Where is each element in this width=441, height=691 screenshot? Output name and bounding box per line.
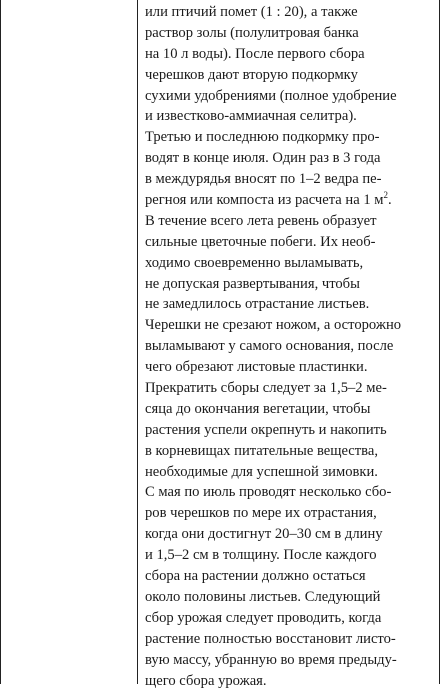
text-line: вую массу, убранную во время предыду- (145, 650, 437, 671)
text-line: и 1,5–2 см в толщину. После каждого (145, 545, 437, 566)
empty-left-cell (2, 0, 137, 684)
text-line: когда они достигнут 20–30 см в длину (145, 524, 437, 545)
text-line: сбора на растении должно остаться (145, 566, 437, 587)
text-line: сбор урожая следует проводить, когда (145, 608, 437, 629)
text-line: С мая по июль проводят несколько сбо- (145, 482, 437, 503)
text-line: чего обрезают листовые пластинки. (145, 357, 437, 378)
text-cell (145, 2, 437, 691)
text-line: не допуская развертывания, чтобы (145, 274, 437, 295)
text-line: в междурядья вносят по 1–2 ведра пе- (145, 169, 437, 190)
superscript: 2 (384, 190, 389, 200)
text-line: раствор золы (полулитровая банка (145, 23, 437, 44)
text-line: ров черешков по мере их отрастания, (145, 503, 437, 524)
superscript-tail: . (388, 192, 392, 208)
text-line: растение полностью восстановит листо- (145, 629, 437, 650)
text-line: В течение всего лета ревень образует (145, 211, 437, 232)
text-line: сяца до окончания вегетации, чтобы (145, 399, 437, 420)
text-line: необходимые для успешной зимовки. (145, 462, 437, 483)
text-line: в корневищах питательные вещества, (145, 441, 437, 462)
text-line: Прекратить сборы следует за 1,5–2 ме- (145, 378, 437, 399)
text-line: и известково-аммиачная селитра). (145, 106, 437, 127)
text-line: ходимо своевременно выламывать, (145, 253, 437, 274)
text-line: на 10 л воды). После первого сбора (145, 44, 437, 65)
text-line: сильные цветочные побеги. Их необ- (145, 232, 437, 253)
text-line: щего сбора урожая. (145, 671, 437, 691)
text-line: растения успели окрепнуть и накопить (145, 420, 437, 441)
text-line: Третью и последнюю подкормку про- (145, 127, 437, 148)
text-line: выламывают у самого основания, после (145, 336, 437, 357)
text-line: около половины листьев. Следующий (145, 587, 437, 608)
text-line: сухими удобрениями (полное удобрение (145, 86, 437, 107)
text-line: регноя или компоста из расчета на 1 м (145, 192, 384, 208)
text-line: не замедлилось отрастание листьев. (145, 294, 437, 315)
text-line: черешков дают вторую подкормку (145, 65, 437, 86)
text-line: Черешки не срезают ножом, а осторожно (145, 315, 437, 336)
text-line: или птичий помет (1 : 20), а также (145, 2, 437, 23)
text-line: водят в конце июля. Один раз в 3 года (145, 148, 437, 169)
text-line-with-superscript (145, 190, 437, 211)
column-divider (137, 0, 138, 684)
